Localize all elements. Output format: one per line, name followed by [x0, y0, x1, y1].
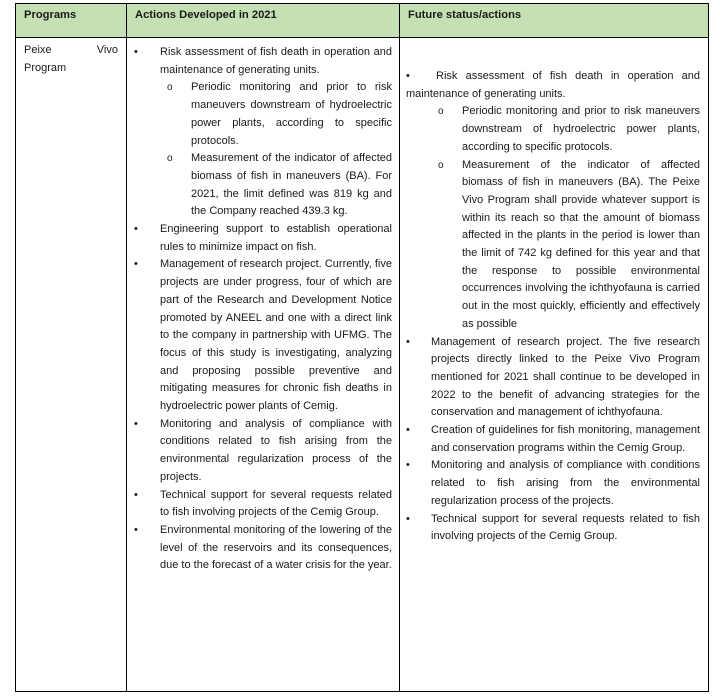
bullet-icon: • [134, 488, 138, 501]
program-name-line1 [24, 42, 118, 60]
list-item-text: Risk assessment of fish death in operation and maintenance of generating units. [406, 70, 700, 100]
list-item-text: Environmental monitoring of the lowering of the level of the reservoirs and its consequences, due to the forecast of a water crisis for the year. [160, 523, 392, 572]
bullet-icon: • [406, 512, 410, 525]
sub-list-item-text: Periodic monitoring and prior to risk maneuvers downstream of hydroelectric power plants, according to specific protocols. [191, 81, 392, 147]
bullet-icon: • [134, 46, 138, 58]
sub-bullet-icon: o [438, 106, 444, 118]
list-item [400, 457, 700, 510]
bullet-icon: • [134, 223, 138, 236]
actions-2021-list [127, 44, 392, 575]
header-future-status: Future status/actions [400, 4, 709, 38]
sub-list-item-text: Measurement of the indicator of affected biomass of fish in maneuvers (BA). The Peixe Vivo Program shall provide whatever support is within its reach so that the amount of biomass affected in the plants in the period is lower than the limit of 742 kg defined for this year and that the response to possible environmental occurrences involving the ichthyofauna is carried out in the most quickly, efficiently and effectively as possible [462, 158, 700, 330]
sub-list-item-text: Measurement of the indicator of affected biomass of fish in maneuvers (BA). For 2021, the limit defined was 819 kg and the Company reached 439.3 kg. [191, 152, 392, 218]
list-item-text: Management of research project. The five research projects directly linked to the Peixe Vivo Program mentioned for 2021 shall continue to be developed in 2022 to the benefit of advancing strategies for the conservation and management of ichthyofauna. [431, 335, 700, 419]
list-item [127, 487, 392, 522]
sub-list-item [406, 157, 700, 334]
list-item [127, 44, 392, 221]
list-item-text: Creation of guidelines for fish monitoring, management and conservation programs within the Cemig Group. [431, 424, 700, 454]
table-header-row [16, 4, 709, 38]
sub-list [160, 79, 392, 221]
table-row [16, 38, 709, 692]
program-name-line2: Program [24, 61, 67, 74]
header-programs: Programs [16, 4, 127, 38]
bullet-icon: • [406, 459, 410, 472]
list-item [400, 422, 700, 457]
header-actions-2021: Actions Developed in 2021 [127, 4, 400, 38]
program-name-cell [16, 38, 127, 692]
sub-list [406, 103, 700, 333]
list-item [400, 334, 700, 423]
bullet-icon: • [134, 523, 138, 536]
list-item-text: Monitoring and analysis of compliance with conditions related to fish arising from the environmental regularization process of the projects. [160, 417, 392, 483]
list-item [127, 256, 392, 415]
list-item-text: Monitoring and analysis of compliance with conditions related to fish arising from the environmental regularization process of the projects. [431, 459, 700, 507]
bullet-icon: • [134, 258, 138, 271]
bullet-icon: • [134, 417, 138, 430]
program-name-word: Peixe [24, 44, 52, 56]
future-status-cell [400, 38, 709, 692]
sub-list-item-text: Periodic monitoring and prior to risk maneuvers downstream of hydroelectric power plants, according to specific protocols. [462, 105, 700, 153]
sub-list-item [406, 103, 700, 156]
bullet-icon: • [406, 70, 410, 82]
list-item [127, 522, 392, 575]
list-item [400, 511, 700, 546]
list-item-text: Technical support for several requests related to fish involving projects of the Cemig Group. [160, 488, 392, 519]
bullet-icon: • [406, 424, 410, 437]
list-item-text-wrap [406, 68, 700, 103]
program-name-word: Vivo [96, 44, 118, 56]
sub-list-item [160, 79, 392, 150]
programs-table [15, 3, 709, 692]
list-item [127, 221, 392, 256]
sub-bullet-icon: o [167, 153, 173, 165]
list-item-text: Engineering support to establish operational rules to minimize impact on fish. [160, 223, 392, 253]
sub-list-item [160, 150, 392, 221]
list-item-text: Management of research project. Currently, five projects are under progress, four of which are part of the Research and Development Notice promoted by ANEEL and one with a direct link to the company in partnership with UFMG. The focus of this study is investigating, analyzing and proposing possible preventive and mitigating measures for chronic fish deaths in hydroelectric power plants of Cemig. [160, 258, 392, 413]
list-item [127, 416, 392, 487]
list-item-text: Risk assessment of fish death in operation and maintenance of generating units. [160, 46, 392, 76]
list-item [400, 68, 700, 334]
sub-bullet-icon: o [438, 159, 444, 171]
bullet-icon: • [406, 335, 410, 348]
future-status-list [400, 68, 700, 546]
actions-2021-cell [127, 38, 400, 692]
list-item-text: Technical support for several requests related to fish involving projects of the Cemig Group. [431, 512, 700, 543]
sub-bullet-icon: o [167, 82, 173, 94]
